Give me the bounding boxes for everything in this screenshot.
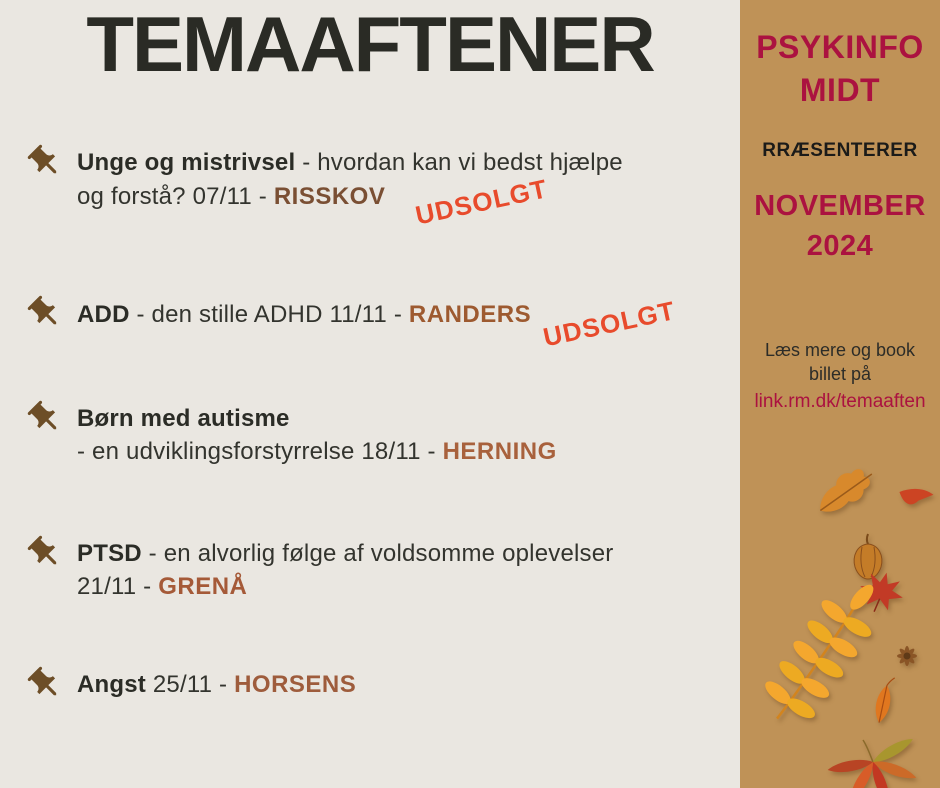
event-line	[77, 173, 623, 231]
event-desc: og forstå? 07/11 -	[77, 183, 274, 210]
event-desc: 21/11 -	[77, 573, 159, 600]
pushpin-icon	[26, 665, 64, 703]
oak-leaf	[811, 460, 879, 522]
red-leaf-fragment	[898, 486, 934, 507]
soldout-stamp: UDSOLGT	[413, 173, 551, 231]
brand-line2: MIDT	[799, 72, 881, 108]
event-line	[77, 295, 679, 353]
event-desc: - den stille ADHD 11/11 -	[129, 301, 409, 328]
event-title: Angst	[77, 671, 146, 698]
event-desc: - en udviklingsforstyrrelse 18/11 -	[77, 438, 443, 465]
pushpin-icon	[26, 294, 64, 332]
month-line2: 2024	[806, 230, 874, 262]
pushpin-icon	[26, 399, 64, 437]
event-item-boern-med-autisme	[26, 402, 726, 468]
event-item-angst	[26, 668, 726, 703]
event-desc: - hvordan kan vi bedst hjælpe	[295, 149, 623, 176]
month-label	[740, 186, 940, 266]
cta-line2: billet på	[808, 364, 872, 384]
rowan-leaf	[755, 561, 887, 737]
event-line	[77, 668, 356, 701]
event-text	[77, 668, 356, 701]
event-item-ptsd	[26, 537, 726, 603]
event-city: HERNING	[442, 438, 557, 465]
cta-line1: Læs mere og book	[764, 340, 916, 360]
event-title: Unge og mistrivsel	[77, 149, 296, 176]
event-text	[77, 537, 613, 603]
event-desc: - en alvorlig følge af voldsomme oplevelser	[141, 540, 614, 567]
cta-text	[740, 338, 940, 386]
event-city: HORSENS	[234, 671, 357, 698]
star-anise	[897, 646, 917, 666]
event-text	[77, 402, 557, 468]
event-city: GRENÅ	[158, 573, 248, 600]
brand-logo	[740, 26, 940, 112]
page-title: TEMAAFTENER	[86, 0, 654, 88]
booking-link[interactable]: link.rm.dk/temaaften	[754, 391, 926, 412]
creeper-leaf	[827, 734, 918, 788]
autumn-leaves-illustration	[740, 430, 940, 788]
event-item-add	[26, 295, 726, 353]
event-line	[77, 402, 557, 435]
event-line	[77, 537, 613, 570]
event-title: Børn med autisme	[77, 405, 290, 432]
presents-label: RRÆSENTERER	[762, 140, 918, 161]
pushpin-icon	[26, 534, 64, 572]
event-item-unge-og-mistrivsel	[26, 146, 726, 231]
aspen-leaf	[872, 675, 895, 724]
event-title: ADD	[77, 301, 130, 328]
physalis-husk	[854, 534, 882, 579]
event-city: RANDERS	[408, 301, 532, 328]
event-title: PTSD	[77, 540, 142, 567]
event-text	[77, 295, 679, 353]
brand-line1: PSYKINFO	[756, 29, 924, 65]
month-line1: NOVEMBER	[754, 190, 926, 222]
event-line	[77, 570, 613, 603]
event-city: RISSKOV	[273, 183, 386, 210]
soldout-stamp: UDSOLGT	[540, 295, 679, 353]
pushpin-icon	[26, 143, 64, 181]
event-line	[77, 435, 557, 468]
event-text	[77, 146, 623, 231]
event-desc: 25/11 -	[146, 671, 235, 698]
sidebar	[740, 0, 940, 788]
